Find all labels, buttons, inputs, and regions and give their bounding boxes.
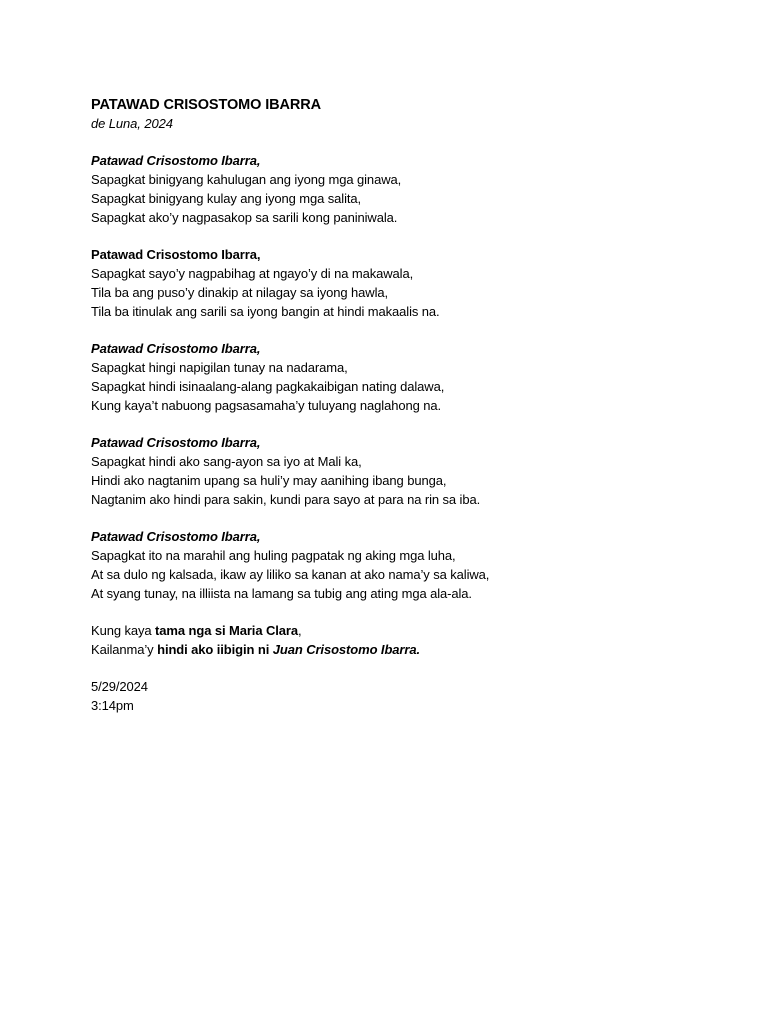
stanza-line: Kung kaya’t nabuong pagsasamaha’y tuluyang naglahong na. [91, 398, 442, 413]
closing-text: Kailanma’y [91, 642, 158, 657]
stanza-1 [91, 151, 731, 227]
closing-emphasis: tama nga si Maria Clara [155, 623, 298, 638]
stanza-line: Nagtanim ako hindi para sakin, kundi para sayo at para na rin sa iba. [91, 492, 481, 507]
stanza-3 [91, 339, 731, 415]
closing-line-2 [91, 640, 731, 659]
stanza-5 [91, 527, 731, 603]
stanza-line: Sapagkat hindi ako sang-ayon sa iyo at Mali ka, [91, 454, 362, 469]
datetime-block [91, 677, 731, 715]
time-text: 3:14pm [91, 698, 134, 713]
stanza-line: At sa dulo ng kalsada, ikaw ay liliko sa kanan at ako nama’y sa kaliwa, [91, 567, 490, 582]
stanza-heading: Patawad Crisostomo Ibarra, [91, 341, 261, 356]
page-title: PATAWAD CRISOSTOMO IBARRA [91, 97, 322, 113]
stanza-heading: Patawad Crisostomo Ibarra, [91, 435, 261, 450]
closing-text: Kung kaya [91, 623, 156, 638]
closing-name: Juan Crisostomo Ibarra. [272, 642, 420, 657]
stanza-line: At syang tunay, na illiista na lamang sa tubig ang ating mga ala-ala. [91, 586, 472, 601]
document-page [91, 95, 731, 733]
stanza-line: Sapagkat binigyang kulay ang iyong mga salita, [91, 191, 362, 206]
stanza-line: Sapagkat binigyang kahulugan ang iyong mga ginawa, [91, 172, 402, 187]
stanza-line: Hindi ako nagtanim upang sa huli’y may aanihing ibang bunga, [91, 473, 447, 488]
stanza-line: Tila ba itinulak ang sarili sa iyong bangin at hindi makaalis na. [91, 304, 440, 319]
stanza-line: Sapagkat hindi isinaalang-alang pagkakaibigan nating dalawa, [91, 379, 445, 394]
stanza-heading: Patawad Crisostomo Ibarra, [91, 247, 261, 262]
date-text: 5/29/2024 [91, 679, 148, 694]
byline: de Luna, 2024 [91, 116, 173, 131]
stanza-line: Sapagkat hingi napigilan tunay na nadarama, [91, 360, 348, 375]
stanza-heading: Patawad Crisostomo Ibarra, [91, 153, 261, 168]
stanza-heading: Patawad Crisostomo Ibarra, [91, 529, 261, 544]
closing-emphasis: hindi ako iibigin ni [157, 642, 273, 657]
stanza-line: Sapagkat ito na marahil ang huling pagpatak ng aking mga luha, [91, 548, 456, 563]
stanza-line: Tila ba ang puso’y dinakip at nilagay sa iyong hawla, [91, 285, 389, 300]
stanza-line: Sapagkat ako’y nagpasakop sa sarili kong paniniwala. [91, 210, 398, 225]
closing-line-1 [91, 621, 731, 640]
stanza-2 [91, 245, 731, 321]
stanza-4 [91, 433, 731, 509]
closing-stanza [91, 621, 731, 659]
stanza-line: Sapagkat sayo’y nagpabihag at ngayo’y di na makawala, [91, 266, 414, 281]
closing-punctuation: , [297, 623, 302, 638]
